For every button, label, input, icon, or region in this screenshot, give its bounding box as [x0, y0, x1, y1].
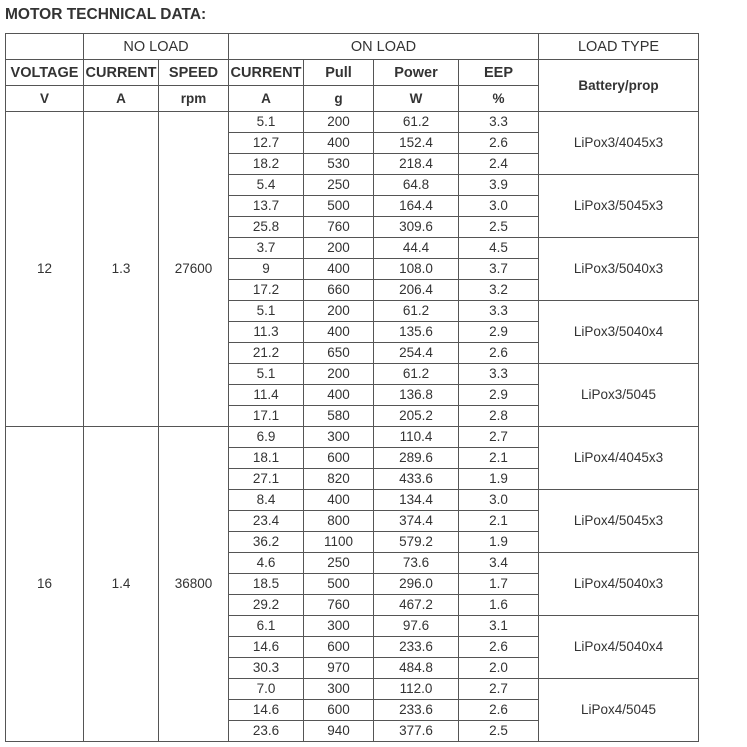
load-current-cell: 29.2 — [229, 595, 304, 616]
eep-cell: 2.7 — [459, 427, 539, 448]
power-cell: 108.0 — [374, 259, 459, 280]
load-current-cell: 14.6 — [229, 700, 304, 721]
eep-cell: 4.5 — [459, 238, 539, 259]
eep-cell: 2.6 — [459, 700, 539, 721]
page-title: MOTOR TECHNICAL DATA: — [5, 6, 207, 23]
eep-cell: 2.5 — [459, 721, 539, 742]
eep-cell: 2.1 — [459, 448, 539, 469]
eep-cell: 3.3 — [459, 301, 539, 322]
power-cell: 44.4 — [374, 238, 459, 259]
power-cell: 233.6 — [374, 637, 459, 658]
power-cell: 467.2 — [374, 595, 459, 616]
header-pull: Pull — [304, 60, 374, 86]
battery-prop-cell: LiPox3/4045x3 — [539, 112, 699, 175]
pull-cell: 400 — [304, 259, 374, 280]
power-cell: 135.6 — [374, 322, 459, 343]
eep-cell: 2.6 — [459, 343, 539, 364]
pull-cell: 530 — [304, 154, 374, 175]
pull-cell: 820 — [304, 469, 374, 490]
pull-cell: 400 — [304, 490, 374, 511]
load-current-cell: 36.2 — [229, 532, 304, 553]
power-cell: 296.0 — [374, 574, 459, 595]
battery-prop-cell: LiPox3/5045x3 — [539, 175, 699, 238]
battery-prop-cell: LiPox4/4045x3 — [539, 427, 699, 490]
header-on-load: ON LOAD — [229, 34, 539, 60]
pull-cell: 760 — [304, 217, 374, 238]
pull-cell: 940 — [304, 721, 374, 742]
load-current-cell: 7.0 — [229, 679, 304, 700]
pull-cell: 400 — [304, 385, 374, 406]
pull-cell: 660 — [304, 280, 374, 301]
battery-prop-cell: LiPox4/5045 — [539, 679, 699, 742]
battery-prop-cell: LiPox4/5040x3 — [539, 553, 699, 616]
header-on-load-current: CURRENT — [229, 60, 304, 86]
eep-cell: 3.2 — [459, 280, 539, 301]
pull-cell: 760 — [304, 595, 374, 616]
eep-cell: 3.3 — [459, 112, 539, 133]
load-current-cell: 6.1 — [229, 616, 304, 637]
eep-cell: 1.9 — [459, 469, 539, 490]
eep-cell: 2.0 — [459, 658, 539, 679]
load-current-cell: 5.1 — [229, 112, 304, 133]
power-cell: 61.2 — [374, 301, 459, 322]
table-row — [6, 112, 699, 133]
power-cell: 377.6 — [374, 721, 459, 742]
pull-cell: 250 — [304, 175, 374, 196]
load-current-cell: 5.1 — [229, 364, 304, 385]
eep-cell: 1.7 — [459, 574, 539, 595]
pull-cell: 400 — [304, 322, 374, 343]
eep-cell: 3.9 — [459, 175, 539, 196]
load-current-cell: 5.1 — [229, 301, 304, 322]
motor-data-table — [5, 33, 699, 742]
eep-cell: 2.6 — [459, 133, 539, 154]
load-current-cell: 23.6 — [229, 721, 304, 742]
pull-cell: 300 — [304, 679, 374, 700]
unit-on-load-current: A — [229, 86, 304, 112]
header-voltage: VOLTAGE — [6, 60, 84, 86]
header-battery-prop: Battery/prop — [539, 60, 699, 112]
header-column-row — [6, 60, 699, 86]
header-load-type: LOAD TYPE — [539, 34, 699, 60]
power-cell: 254.4 — [374, 343, 459, 364]
pull-cell: 200 — [304, 301, 374, 322]
eep-cell: 3.1 — [459, 616, 539, 637]
load-current-cell: 18.2 — [229, 154, 304, 175]
power-cell: 73.6 — [374, 553, 459, 574]
header-speed: SPEED — [159, 60, 229, 86]
pull-cell: 300 — [304, 616, 374, 637]
eep-cell: 2.7 — [459, 679, 539, 700]
eep-cell: 2.9 — [459, 322, 539, 343]
pull-cell: 400 — [304, 133, 374, 154]
power-cell: 64.8 — [374, 175, 459, 196]
load-current-cell: 14.6 — [229, 637, 304, 658]
power-cell: 374.4 — [374, 511, 459, 532]
speed-cell: 36800 — [159, 427, 229, 742]
pull-cell: 600 — [304, 637, 374, 658]
eep-cell: 3.7 — [459, 259, 539, 280]
pull-cell: 970 — [304, 658, 374, 679]
pull-cell: 600 — [304, 700, 374, 721]
battery-prop-cell: LiPox3/5040x4 — [539, 301, 699, 364]
battery-prop-cell: LiPox4/5045x3 — [539, 490, 699, 553]
power-cell: 61.2 — [374, 364, 459, 385]
load-current-cell: 4.6 — [229, 553, 304, 574]
power-cell: 218.4 — [374, 154, 459, 175]
power-cell: 110.4 — [374, 427, 459, 448]
pull-cell: 200 — [304, 238, 374, 259]
eep-cell: 3.0 — [459, 196, 539, 217]
voltage-cell: 16 — [6, 427, 84, 742]
power-cell: 205.2 — [374, 406, 459, 427]
eep-cell: 2.1 — [459, 511, 539, 532]
load-current-cell: 11.4 — [229, 385, 304, 406]
eep-cell: 2.6 — [459, 637, 539, 658]
unit-eep: % — [459, 86, 539, 112]
eep-cell: 3.3 — [459, 364, 539, 385]
voltage-cell: 12 — [6, 112, 84, 427]
load-current-cell: 21.2 — [229, 343, 304, 364]
table-row — [6, 427, 699, 448]
power-cell: 164.4 — [374, 196, 459, 217]
pull-cell: 200 — [304, 364, 374, 385]
eep-cell: 1.9 — [459, 532, 539, 553]
eep-cell: 3.0 — [459, 490, 539, 511]
pull-cell: 800 — [304, 511, 374, 532]
pull-cell: 580 — [304, 406, 374, 427]
load-current-cell: 17.2 — [229, 280, 304, 301]
load-current-cell: 30.3 — [229, 658, 304, 679]
load-current-cell: 27.1 — [229, 469, 304, 490]
header-blank-cell — [6, 34, 84, 60]
battery-prop-cell: LiPox4/5040x4 — [539, 616, 699, 679]
pull-cell: 600 — [304, 448, 374, 469]
load-current-cell: 12.7 — [229, 133, 304, 154]
load-current-cell: 23.4 — [229, 511, 304, 532]
load-current-cell: 3.7 — [229, 238, 304, 259]
unit-voltage: V — [6, 86, 84, 112]
header-group-row — [6, 34, 699, 60]
pull-cell: 500 — [304, 196, 374, 217]
power-cell: 579.2 — [374, 532, 459, 553]
pull-cell: 200 — [304, 112, 374, 133]
power-cell: 309.6 — [374, 217, 459, 238]
eep-cell: 3.4 — [459, 553, 539, 574]
unit-speed: rpm — [159, 86, 229, 112]
no-load-current-cell: 1.4 — [84, 427, 159, 742]
eep-cell: 2.5 — [459, 217, 539, 238]
pull-cell: 1100 — [304, 532, 374, 553]
load-current-cell: 17.1 — [229, 406, 304, 427]
speed-cell: 27600 — [159, 112, 229, 427]
power-cell: 97.6 — [374, 616, 459, 637]
unit-power: W — [374, 86, 459, 112]
pull-cell: 250 — [304, 553, 374, 574]
battery-prop-cell: LiPox3/5040x3 — [539, 238, 699, 301]
power-cell: 206.4 — [374, 280, 459, 301]
eep-cell: 1.6 — [459, 595, 539, 616]
pull-cell: 500 — [304, 574, 374, 595]
power-cell: 484.8 — [374, 658, 459, 679]
battery-prop-cell: LiPox3/5045 — [539, 364, 699, 427]
pull-cell: 300 — [304, 427, 374, 448]
header-no-load-current: CURRENT — [84, 60, 159, 86]
load-current-cell: 6.9 — [229, 427, 304, 448]
power-cell: 61.2 — [374, 112, 459, 133]
load-current-cell: 11.3 — [229, 322, 304, 343]
power-cell: 233.6 — [374, 700, 459, 721]
load-current-cell: 9 — [229, 259, 304, 280]
power-cell: 433.6 — [374, 469, 459, 490]
load-current-cell: 25.8 — [229, 217, 304, 238]
power-cell: 152.4 — [374, 133, 459, 154]
load-current-cell: 13.7 — [229, 196, 304, 217]
eep-cell: 2.9 — [459, 385, 539, 406]
load-current-cell: 18.1 — [229, 448, 304, 469]
header-no-load: NO LOAD — [84, 34, 229, 60]
power-cell: 136.8 — [374, 385, 459, 406]
no-load-current-cell: 1.3 — [84, 112, 159, 427]
header-power: Power — [374, 60, 459, 86]
header-eep: EEP — [459, 60, 539, 86]
eep-cell: 2.4 — [459, 154, 539, 175]
pull-cell: 650 — [304, 343, 374, 364]
eep-cell: 2.8 — [459, 406, 539, 427]
power-cell: 134.4 — [374, 490, 459, 511]
load-current-cell: 18.5 — [229, 574, 304, 595]
power-cell: 112.0 — [374, 679, 459, 700]
unit-no-load-current: A — [84, 86, 159, 112]
load-current-cell: 8.4 — [229, 490, 304, 511]
power-cell: 289.6 — [374, 448, 459, 469]
load-current-cell: 5.4 — [229, 175, 304, 196]
unit-pull: g — [304, 86, 374, 112]
